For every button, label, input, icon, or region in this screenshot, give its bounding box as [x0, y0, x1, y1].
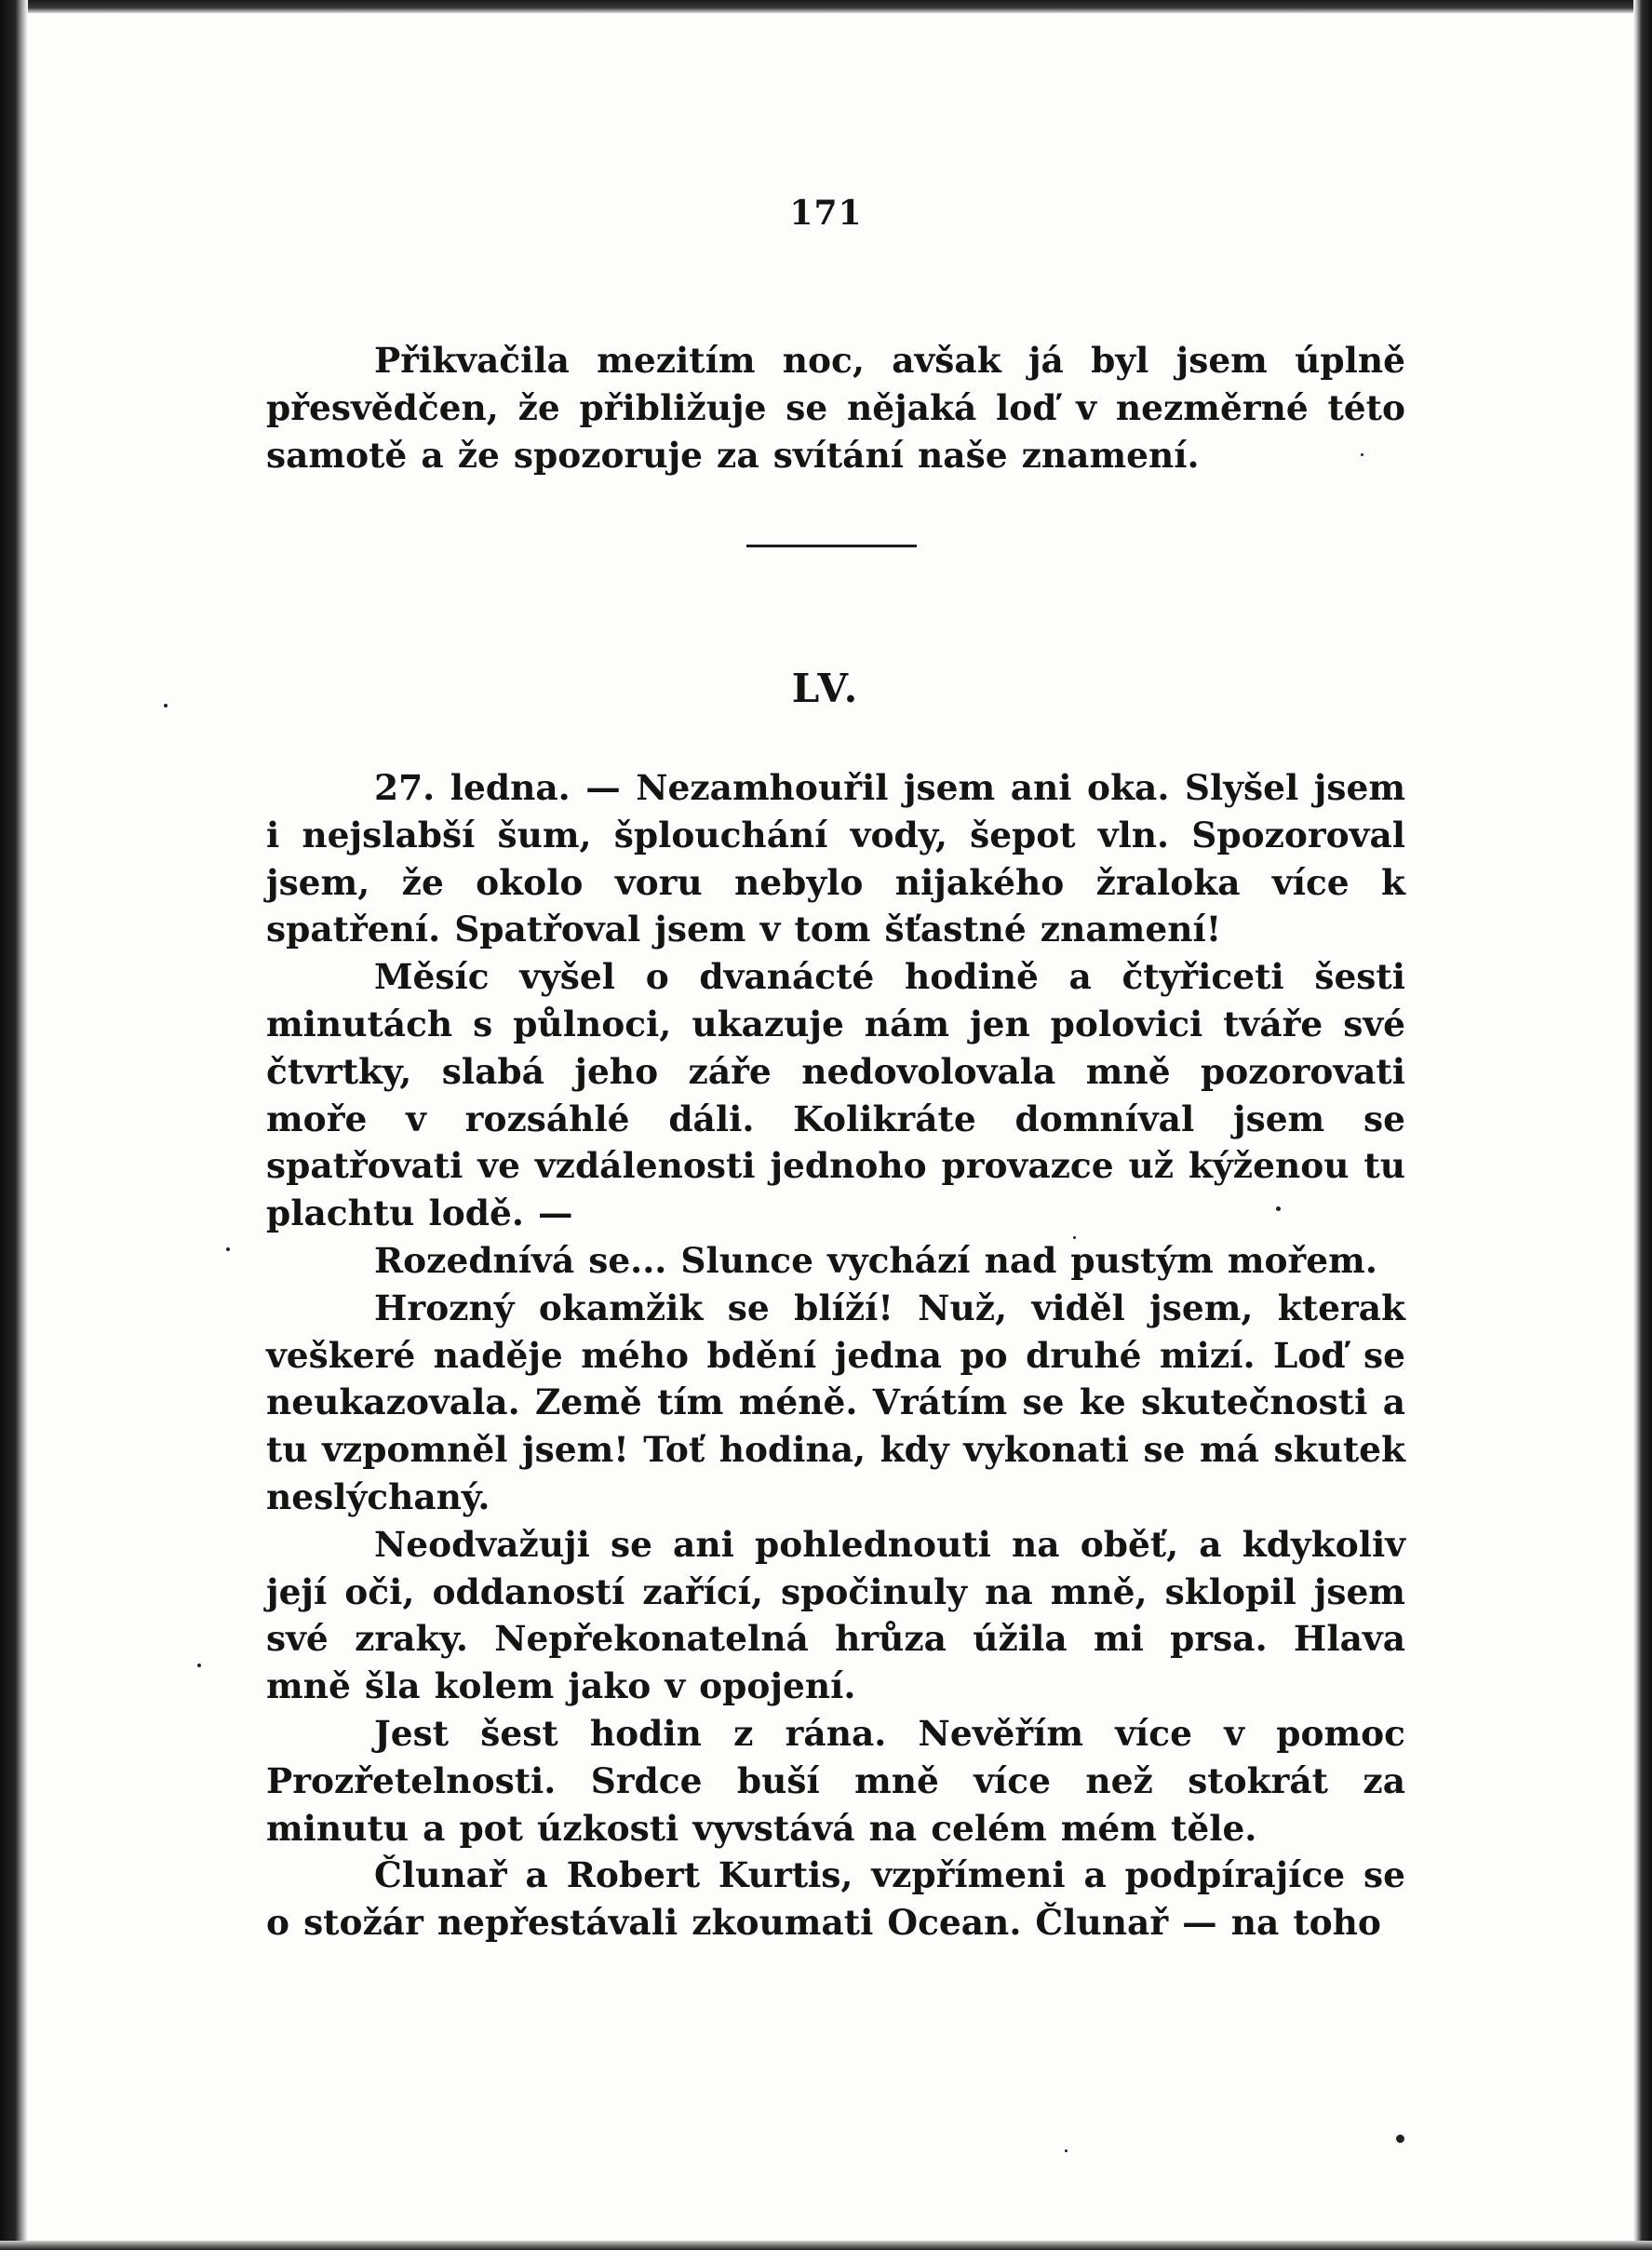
scan-speck	[226, 1247, 230, 1251]
paragraph: Neodvažuji se ani pohlednouti na oběť, a kdykoliv její oči, oddaností zařící, spočinuly na mně, sklopil jsem své zraky. Nepřekonatelná hrůza úžila mi prsa. Hlava mně šla kolem jako v opojení.	[266, 1523, 1405, 1707]
chapter-text	[266, 764, 1405, 1947]
scan-speck	[1065, 2149, 1068, 2152]
scan-speck	[1396, 2135, 1404, 2143]
chapter-heading: LV.	[791, 666, 861, 711]
paragraph: 27. ledna. — Nezamhouřil jsem ani oka. Slyšel jsem i nejslabší šum, šplouchání vody, šepot vln. Spozoroval jsem, že okolo voru nebylo nijakého žraloka více k spatření. Spatřoval jsem v tom šťastné znamení!	[266, 767, 1405, 950]
scan-edge-left	[0, 0, 28, 2250]
paragraph: Jest šest hodin z rána. Nevěřím více v pomoc Prozřetelnosti. Srdce buší mně více než stokrát za minutu a pot úzkosti vyvstává na celém mém těle.	[266, 1712, 1405, 1849]
opening-text	[266, 337, 1405, 478]
scan-edge-top	[0, 0, 1652, 13]
paragraph: Přikvačila mezitím noc, avšak já byl jsem úplně přesvědčen, že přibližuje se nějaká loď v nezměrné této samotě a že spozoruje za svítání naše znamení.	[266, 340, 1405, 476]
page-number: 171	[789, 194, 863, 233]
scan-edge-right	[1633, 0, 1652, 2250]
paragraph: Rozednívá se... Slunce vychází nad pustým mořem.	[374, 1239, 1377, 1281]
paragraph: Člunař a Robert Kurtis, vzpřímeni a podpírajíce se o stožár nepřestávali zkoumati Ocean. Člunař — na toho	[266, 1854, 1405, 1944]
paragraph: Měsíc vyšel o dvanácté hodině a čtyřiceti šesti minutách s půlnoci, ukazuje nám jen polovici tváře své čtvrtky, slabá jeho záře nedovolovala mně pozorovati moře v rozsáhlé dáli. Kolikráte domníval jsem se spatřovati ve vzdálenosti jednoho provazce už kýženou tu plachtu lodě. —	[266, 956, 1405, 1234]
scan-edge-bottom	[0, 2241, 1652, 2250]
paragraph: Hrozný okamžik se blíží! Nuž, viděl jsem, kterak veškeré naděje mého bdění jedna po druhé mizí. Loď se neukazovala. Země tím méně. Vrátím se ke skutečnosti a tu vzpomněl jsem! Toť hodina, kdy vykonati se má skutek neslýchaný.	[266, 1287, 1405, 1517]
scan-speck	[197, 1664, 201, 1667]
section-divider	[746, 545, 917, 547]
